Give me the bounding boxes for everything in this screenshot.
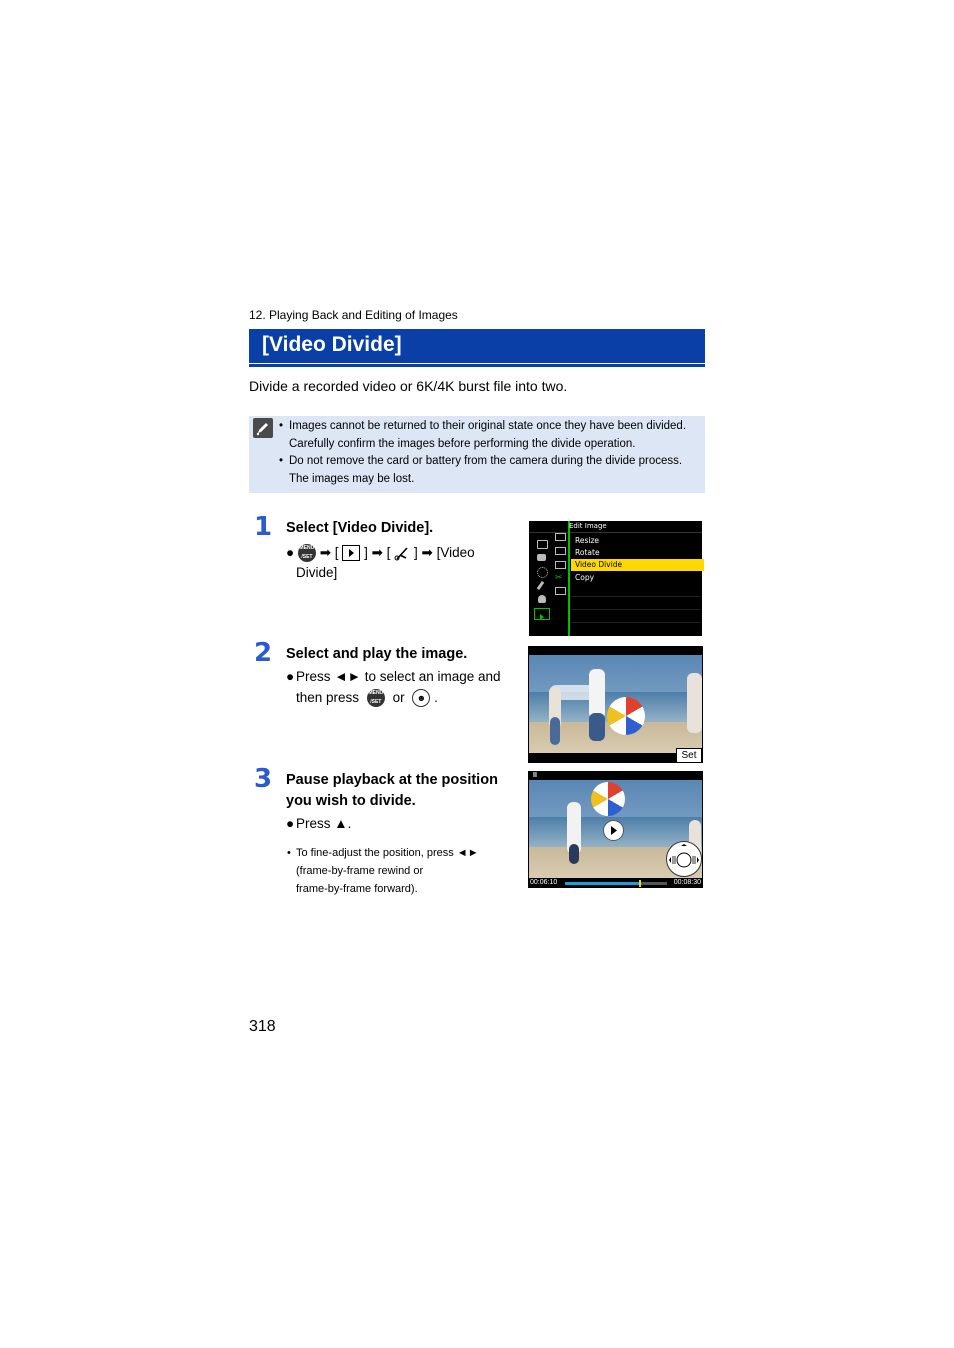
step-2-line-1: Press ◄► to select an image and — [296, 669, 501, 684]
step-1-instruction-cont: Divide] — [296, 565, 338, 580]
frame-control-dial[interactable] — [666, 841, 702, 877]
note-bullet: • — [279, 455, 284, 467]
step-2-heading: Select and play the image. — [286, 646, 468, 662]
menu-item-name: [Video — [436, 545, 475, 560]
beach-ball — [591, 782, 625, 816]
woman-figure — [687, 673, 702, 733]
play-button[interactable] — [603, 820, 624, 841]
playback-tab-icon — [342, 545, 360, 561]
intro-text: Divide a recorded video or 6K/4K burst file into two. — [249, 378, 568, 394]
man-legs — [589, 713, 605, 741]
set-label[interactable]: Set — [676, 748, 702, 763]
tip-bullet: • — [287, 847, 291, 859]
step-3-bullet: ● — [286, 816, 295, 831]
note-2-line-2: The images may be lost. — [289, 473, 415, 485]
submenu-icon — [555, 587, 566, 595]
pencil-icon — [253, 418, 273, 438]
arrow-right-icon: ➡ — [319, 545, 331, 560]
child-legs — [550, 717, 560, 745]
playback-tab-selected-icon[interactable] — [534, 608, 550, 620]
pause-icon: II — [533, 772, 537, 779]
step-2-line-2 — [296, 688, 438, 708]
menu-accent-line — [568, 521, 570, 636]
total-time: 00:08:30 — [673, 879, 701, 886]
control-dial-icon: ☻ — [412, 689, 430, 707]
menu-item-video-divide[interactable]: Video Divide — [571, 559, 704, 571]
video-tab-icon[interactable] — [537, 554, 546, 561]
step-1-number: 1 — [254, 512, 273, 542]
note-1-line-2: Carefully confirm the images before performing the divide operation. — [289, 438, 636, 450]
step-3-heading-1: Pause playback at the position — [286, 772, 498, 788]
camera-menu-screen — [529, 521, 702, 636]
breadcrumb: 12. Playing Back and Editing of Images — [249, 308, 458, 322]
text: then press — [296, 690, 360, 705]
submenu-icon — [555, 547, 566, 555]
man-figure — [589, 669, 605, 719]
camera-tab-icon[interactable] — [537, 540, 548, 549]
note-bullet: • — [279, 420, 284, 432]
menu-item-rotate[interactable]: Rotate — [575, 548, 600, 557]
bullet: ● — [286, 545, 295, 560]
step-3-heading-2: you wish to divide. — [286, 793, 416, 809]
paused-playback-screen — [528, 771, 703, 888]
page-title: [Video Divide] — [262, 333, 402, 356]
tip-line-2: (frame-by-frame rewind or — [296, 865, 424, 877]
step-2-bullet: ● — [286, 669, 295, 684]
submenu-icon — [555, 561, 566, 569]
title-underline — [249, 364, 705, 367]
scissors-icon — [394, 545, 414, 560]
step-3-number: 3 — [254, 764, 273, 794]
elapsed-time: 00:06:10 — [530, 879, 558, 886]
tip-line-3: frame-by-frame forward). — [296, 883, 418, 895]
step-3-line-1: Press ▲. — [296, 816, 352, 831]
progress-fill — [565, 882, 640, 885]
menu-set-button-icon: MENU /SET — [368, 690, 384, 706]
menu-item-resize[interactable]: Resize — [575, 536, 600, 545]
bracket: [ — [386, 545, 391, 560]
custom-tab-icon[interactable] — [537, 567, 548, 578]
submenu-icon — [555, 533, 566, 541]
step-2-number: 2 — [254, 638, 273, 668]
playback-screen — [528, 646, 703, 763]
wrench-tab-icon[interactable] — [537, 581, 545, 590]
arrow-right-icon: ➡ — [421, 545, 433, 560]
note-1-line-1: Images cannot be returned to their original state once they have been divided. — [289, 420, 687, 432]
man-legs — [569, 844, 579, 864]
beach-ball — [607, 697, 645, 735]
tip-line-1: To fine-adjust the position, press ◄► — [296, 847, 479, 859]
text: or — [392, 690, 405, 705]
bracket: [ — [334, 545, 339, 560]
step-1-instruction — [286, 543, 475, 563]
bracket: ] — [364, 545, 368, 560]
bracket: ] — [413, 545, 418, 560]
menu-item-copy[interactable]: Copy — [575, 573, 595, 582]
beach-photo — [529, 655, 702, 753]
step-1-heading: Select [Video Divide]. — [286, 520, 434, 536]
progress-marker[interactable] — [639, 880, 641, 887]
text: . — [434, 690, 438, 705]
progress-track[interactable] — [565, 882, 667, 885]
menu-set-button-icon: MENU /SET — [299, 545, 315, 561]
arrow-right-icon: ➡ — [371, 545, 383, 560]
page-number: 318 — [249, 1018, 276, 1035]
scissors-selected-icon: ✂ — [555, 572, 563, 582]
mymenu-tab-icon[interactable] — [538, 595, 546, 603]
note-2-line-1: Do not remove the card or battery from the camera during the divide process. — [289, 455, 683, 467]
menu-header: Edit Image — [569, 522, 607, 530]
